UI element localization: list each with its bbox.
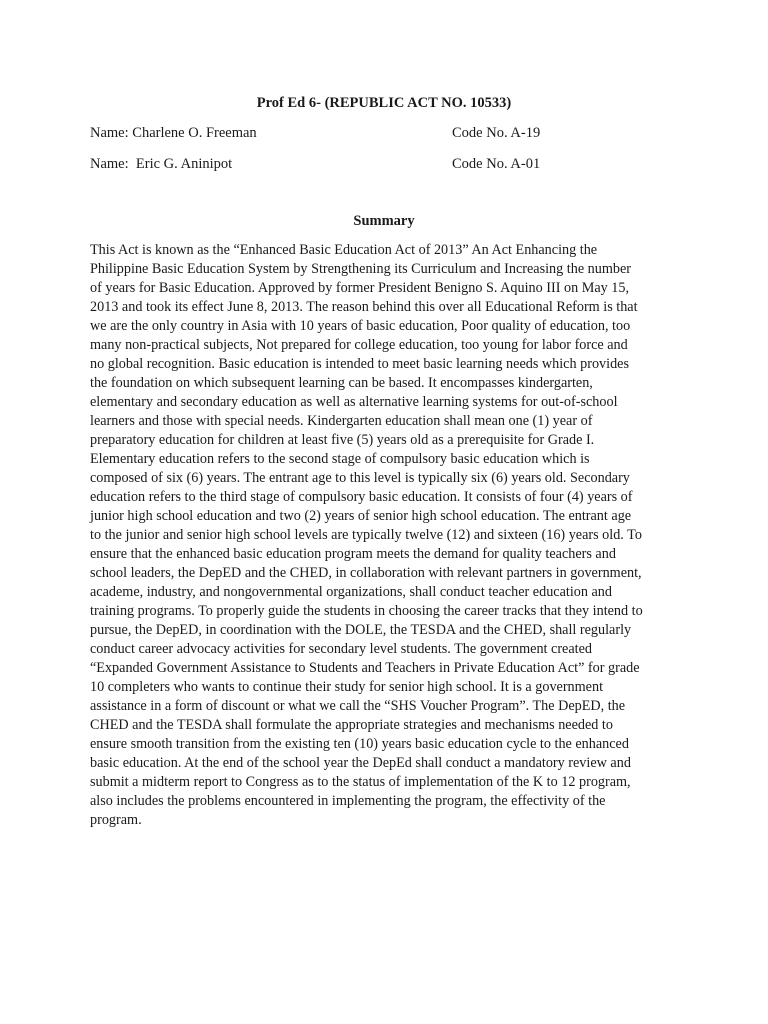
summary-line: Philippine Basic Education System by Strengthening its Curriculum and Increasing the number xyxy=(90,261,632,277)
summary-line: the foundation on which subsequent learning can be based. It encompasses kindergarten, xyxy=(90,375,593,391)
summary-line: CHED and the TESDA shall formulate the appropriate strategies and mechanisms needed to xyxy=(90,717,613,733)
summary-line: 10 completers who wants to continue their study for senior high school. It is a government xyxy=(90,679,604,695)
summary-line: school leaders, the DepED and the CHED, in collaboration with relevant partners in government, xyxy=(90,565,642,581)
summary-line: pursue, the DepED, in coordination with the DOLE, the TESDA and the CHED, shall regularly xyxy=(90,622,632,638)
summary-line: learners and those with special needs. Kindergarten education shall mean one (1) year of xyxy=(90,413,593,429)
summary-line: academe, industry, and nongovernmental organizations, shall conduct teacher education and xyxy=(90,584,612,600)
summary-line: junior high school education and two (2) years of senior high school education. The entrant age xyxy=(90,508,632,524)
author-name: Name: Charlene O. Freeman xyxy=(90,125,257,141)
summary-line: also includes the problems encountered in implementing the program, the effectivity of the xyxy=(90,793,606,809)
summary-line: assistance in a form of discount or what we call the “SHS Voucher Program”. The DepED, the xyxy=(90,698,626,714)
summary-line: no global recognition. Basic education is intended to meet basic learning needs which provides xyxy=(90,356,629,372)
author-code: Code No. A-01 xyxy=(452,156,541,172)
summary-line: This Act is known as the “Enhanced Basic Education Act of 2013” An Act Enhancing the xyxy=(90,242,598,258)
summary-heading: Summary xyxy=(353,213,415,229)
summary-line: to the junior and senior high school levels are typically twelve (12) and sixteen (16) years old. To xyxy=(90,527,642,543)
summary-line: Elementary education refers to the second stage of compulsory basic education which is xyxy=(90,451,590,467)
summary-line: training programs. To properly guide the students in choosing the career tracks that they intend to xyxy=(90,603,643,619)
summary-line: conduct career advocacy activities for secondary level students. The government created xyxy=(90,641,592,657)
summary-line: many non-practical subjects, Not prepared for college education, too young for labor force and xyxy=(90,337,628,353)
summary-line: “Expanded Government Assistance to Students and Teachers in Private Education Act” for grade xyxy=(90,660,640,676)
summary-line: program. xyxy=(90,812,142,828)
author-name: Name: Eric G. Aninipot xyxy=(90,156,233,172)
summary-line: preparatory education for children at least five (5) years old as a prerequisite for Grade I. xyxy=(90,432,595,448)
summary-line: ensure smooth transition from the existing ten (10) years basic education cycle to the enhanced xyxy=(90,736,629,752)
summary-line: we are the only country in Asia with 10 years of basic education, Poor quality of education, too xyxy=(90,318,631,334)
summary-line: of years for Basic Education. Approved by former President Benigno S. Aquino III on May 15, xyxy=(90,280,630,296)
summary-line: education refers to the third stage of compulsory basic education. It consists of four (4) years of xyxy=(90,489,633,505)
document-title: Prof Ed 6- (REPUBLIC ACT NO. 10533) xyxy=(256,95,512,111)
summary-line: basic education. At the end of the school year the DepEd shall conduct a mandatory review and xyxy=(90,755,631,771)
summary-line: submit a midterm report to Congress as to the status of implementation of the K to 12 program, xyxy=(90,774,631,790)
summary-line: elementary and secondary education as well as alternative learning systems for out-of-school xyxy=(90,394,618,410)
author-code: Code No. A-19 xyxy=(452,125,541,141)
summary-line: composed of six (6) years. The entrant age to this level is typically six (6) years old. Secondary xyxy=(90,470,630,486)
summary-line: 2013 and took its effect June 8, 2013. The reason behind this over all Educational Reform is that xyxy=(90,299,638,315)
summary-paragraph xyxy=(90,241,680,830)
summary-line: ensure that the enhanced basic education program meets the demand for quality teachers and xyxy=(90,546,616,562)
